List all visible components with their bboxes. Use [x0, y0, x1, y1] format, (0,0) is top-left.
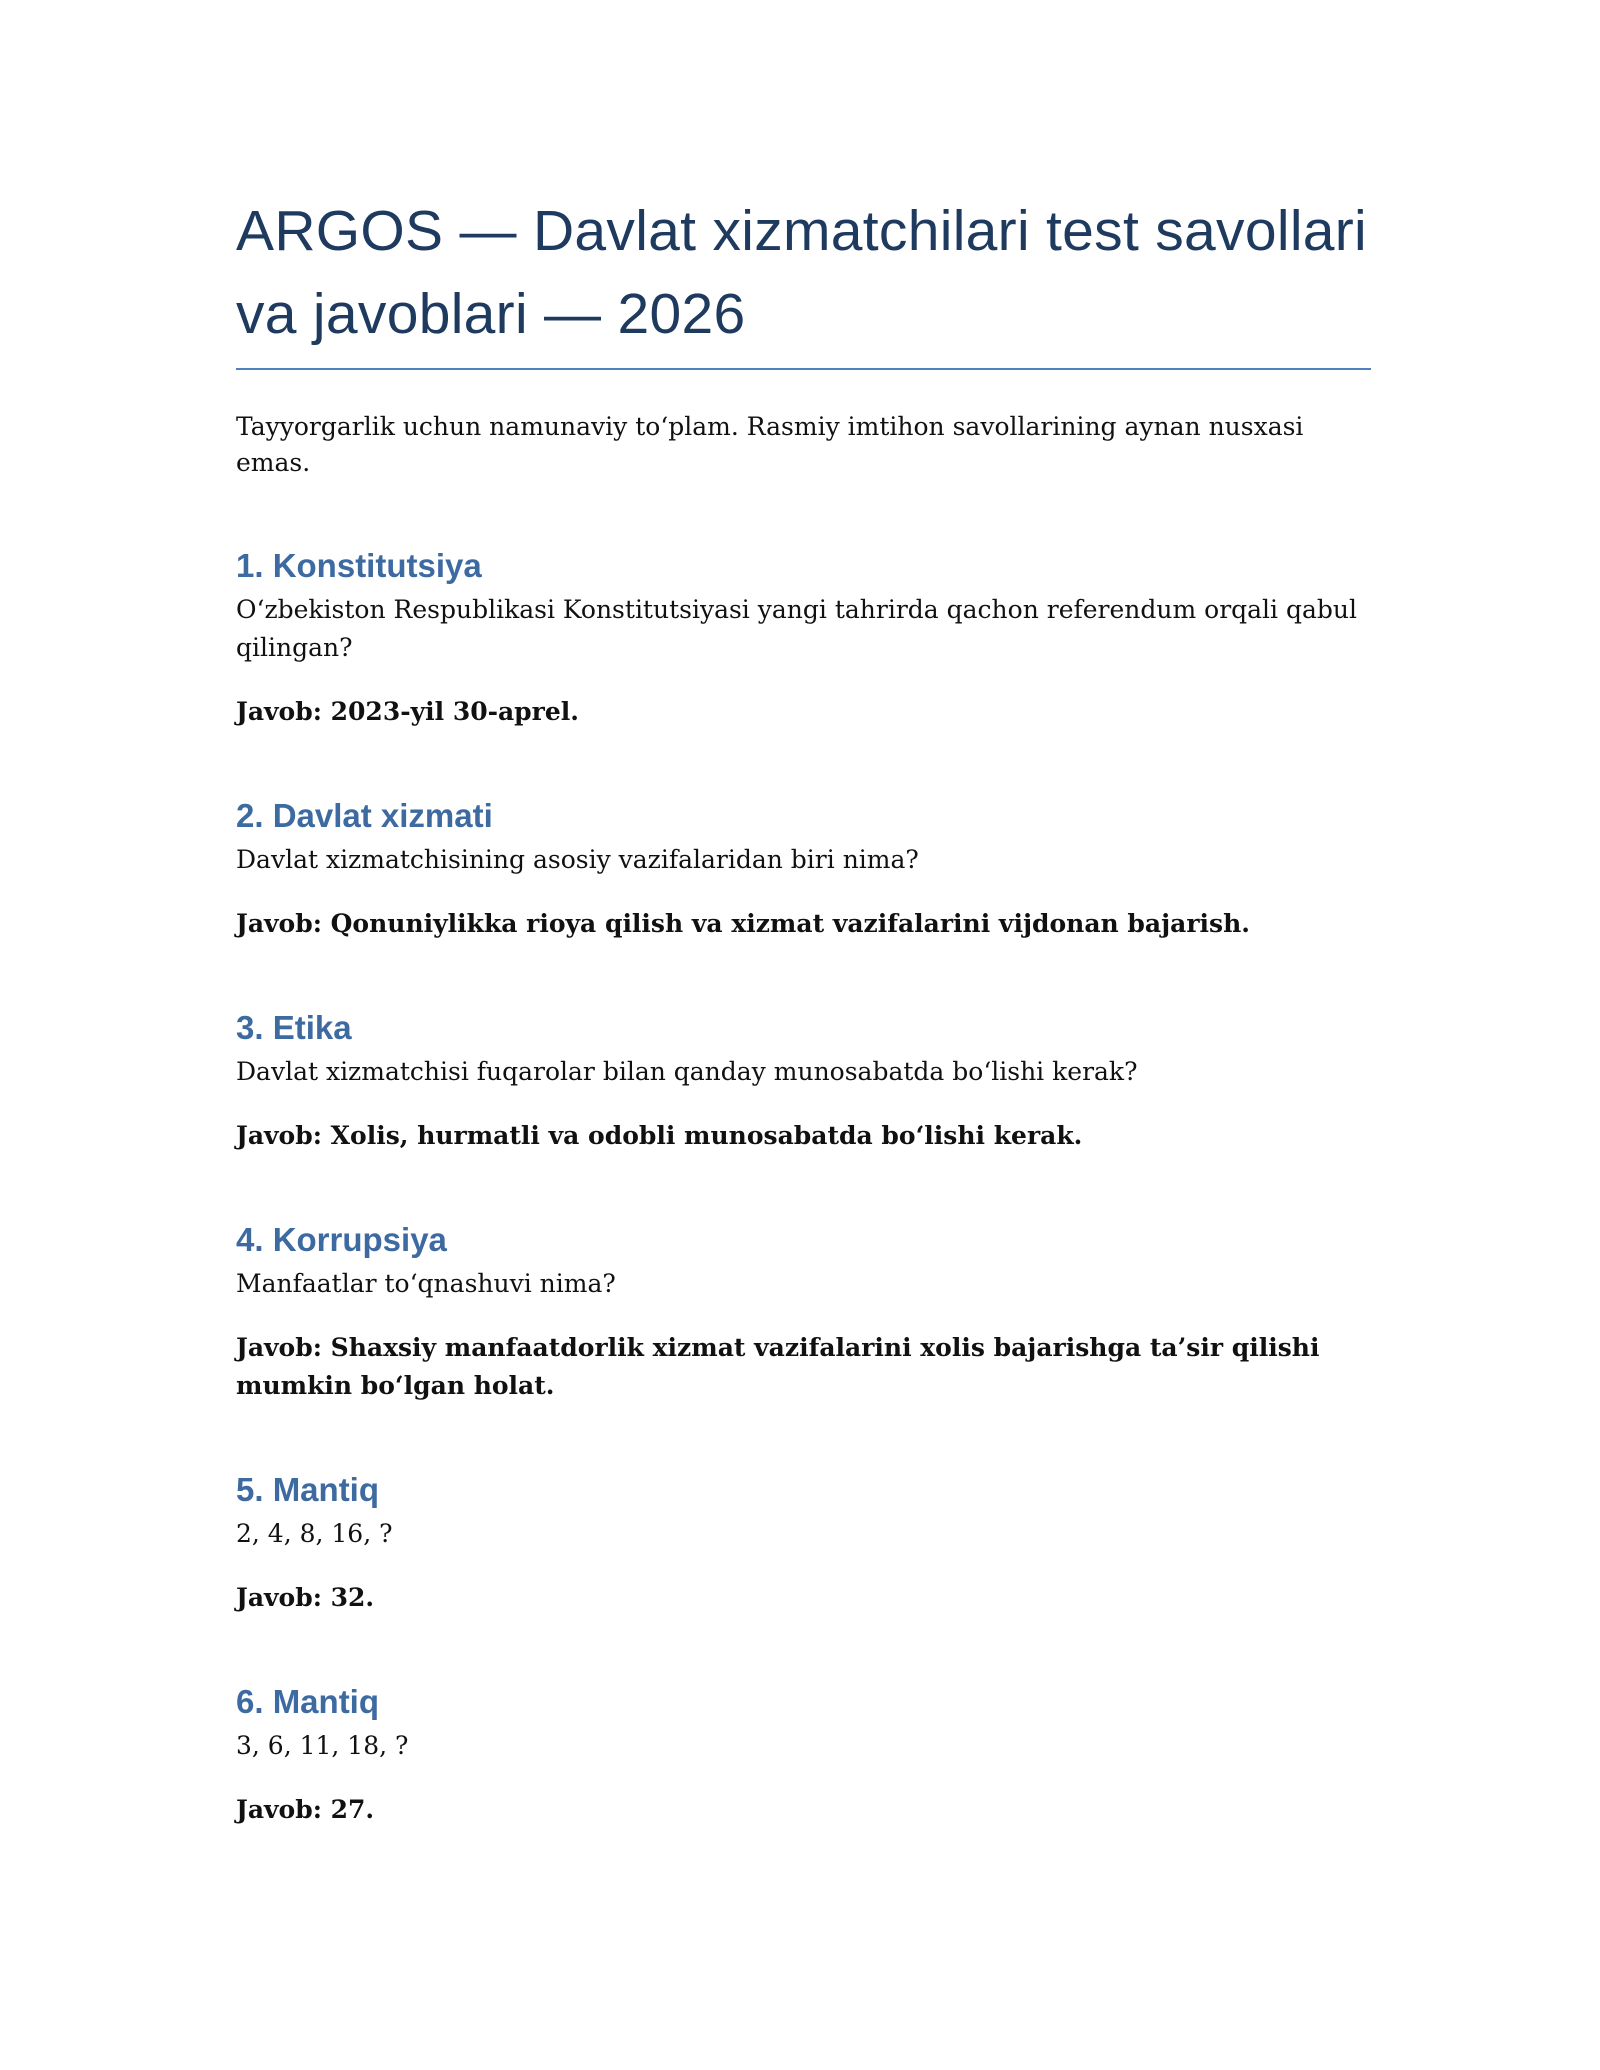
section-heading: 3. Etika — [236, 1009, 352, 1046]
question-text: 2, 4, 8, 16, ? — [236, 1519, 393, 1548]
section-heading: 5. Mantiq — [236, 1471, 380, 1508]
answer-text: Javob: 27. — [236, 1795, 375, 1824]
answer-text: Javob: 2023-yil 30-aprel. — [236, 697, 579, 726]
question-section — [236, 1471, 1371, 1617]
answer-text: Javob: Qonuniylikka rioya qilish va xizmat vazifalarini vijdonan bajarish. — [236, 909, 1250, 938]
section-heading: 4. Korrupsiya — [236, 1221, 447, 1258]
question-text: Manfaatlar to‘qnashuvi nima? — [236, 1269, 616, 1298]
answer-text: Javob: 32. — [236, 1583, 375, 1612]
document-subtitle: Tayyorgarlik uchun namunaviy to‘plam. Rasmiy imtihon savollarining aynan nusxasi emas. — [236, 412, 1304, 477]
question-section — [236, 1009, 1371, 1155]
question-section — [236, 1683, 1371, 1829]
question-text: O‘zbekiston Respublikasi Konstitutsiyasi yangi tahrirda qachon referendum orqali qabul qilingan? — [236, 595, 1357, 662]
title-underline-rule — [236, 368, 1371, 370]
question-text: Davlat xizmatchisining asosiy vazifalaridan biri nima? — [236, 845, 919, 874]
document-content — [236, 190, 1371, 1829]
question-section — [236, 797, 1371, 943]
section-heading: 6. Mantiq — [236, 1683, 380, 1720]
answer-text: Javob: Shaxsiy manfaatdorlik xizmat vazifalarini xolis bajarishga ta’sir qilishi mumkin bo‘lgan holat. — [236, 1333, 1320, 1400]
document-title: ARGOS — Davlat xizmatchilari test savollari va javoblari — 2026 — [236, 199, 1368, 346]
answer-text: Javob: Xolis, hurmatli va odobli munosabatda bo‘lishi kerak. — [236, 1121, 1083, 1150]
question-text: Davlat xizmatchisi fuqarolar bilan qanday munosabatda bo‘lishi kerak? — [236, 1057, 1138, 1086]
question-text: 3, 6, 11, 18, ? — [236, 1731, 409, 1760]
question-section — [236, 1221, 1371, 1405]
section-heading: 1. Konstitutsiya — [236, 547, 482, 584]
question-section — [236, 547, 1371, 731]
section-heading: 2. Davlat xizmati — [236, 797, 493, 834]
